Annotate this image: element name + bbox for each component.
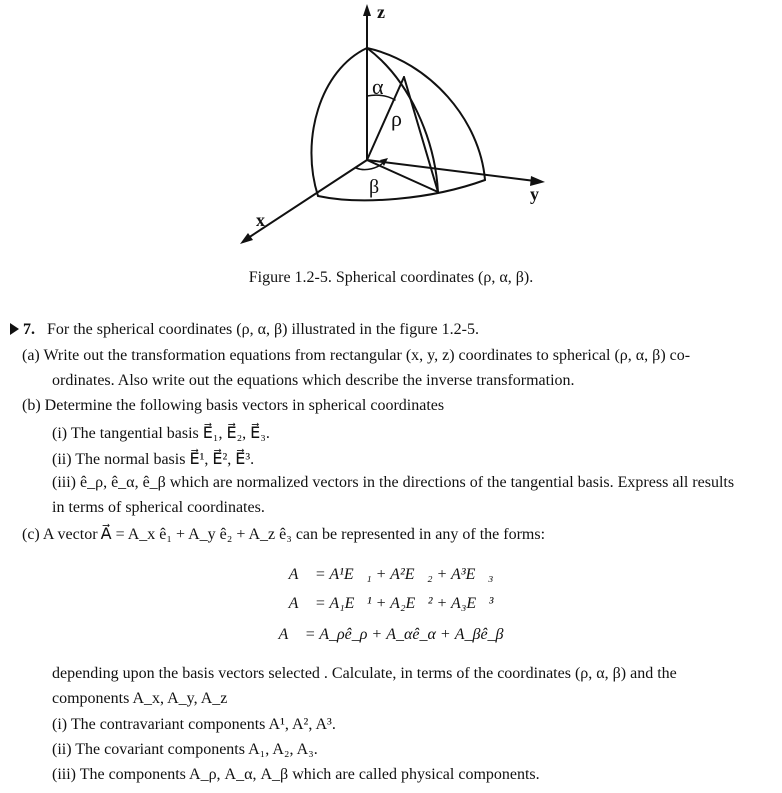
part-a-line-2: ordinates. Also write out the equations which describe the inverse transformation.	[52, 372, 575, 389]
beta-label: β	[369, 176, 380, 198]
problem-number: 7.	[23, 321, 35, 338]
rho-label: ρ	[391, 106, 402, 131]
part-b-iii-line-1: (iii) ê_ρ, ê_α, ê_β which are normalized vectors in the directions of the tangential basis. Express all results	[52, 474, 735, 491]
meridian-drop	[404, 77, 438, 192]
z-axis-arrowhead	[363, 4, 371, 16]
figure-caption: Figure 1.2-5. Spherical coordinates (ρ, α, β).	[248, 269, 534, 286]
sphere-arc-xz	[311, 48, 367, 196]
triangle-marker-icon	[10, 323, 19, 335]
x-axis-arrowhead	[240, 233, 253, 244]
depending-line-2: components A_x, A_y, A_z	[52, 690, 228, 707]
spherical-coordinates-figure	[0, 0, 782, 300]
sphere-arc-meridian	[367, 48, 438, 192]
part-c-ii: (ii) The covariant components A₁, A₂, A₃.	[52, 741, 318, 758]
part-b-iii-line-2: in terms of spherical coordinates.	[52, 499, 265, 516]
equation-covariant: A⃗ = A₁E⃗¹ + A₂E⃗² + A₃E⃗³	[288, 595, 494, 612]
y-axis-label: y	[530, 184, 539, 204]
part-c-i: (i) The contravariant components A¹, A², A³.	[52, 716, 336, 733]
equation-contravariant: A⃗ = A¹E⃗₁ + A²E⃗₂ + A³E⃗₃	[288, 566, 494, 583]
depending-line-1: depending upon the basis vectors selected . Calculate, in terms of the coordinates (ρ, α, β) and the	[52, 665, 677, 682]
equation-physical: A⃗ = A_ρê_ρ + A_αê_α + A_βê_β	[278, 626, 504, 643]
x-axis-label: x	[256, 210, 265, 230]
part-b-i: (i) The tangential basis E⃗₁, E⃗₂, E⃗₃.	[52, 425, 270, 442]
problem-header	[10, 321, 479, 339]
sphere-arc-equator	[318, 180, 485, 200]
part-c-line: (c) A vector A⃗ = A_x ê₁ + A_y ê₂ + A_z ê₃ can be represented in any of the forms:	[22, 526, 546, 543]
part-b-line: (b) Determine the following basis vectors in spherical coordinates	[22, 397, 445, 414]
part-c-iii: (iii) The components A_ρ, A_α, A_β which are called physical components.	[52, 766, 540, 783]
part-a-line-1: (a) Write out the transformation equations from rectangular (x, y, z) coordinates to spherical (ρ, α, β) co-	[22, 347, 691, 364]
problem-intro: For the spherical coordinates (ρ, α, β) illustrated in the figure 1.2-5.	[47, 321, 479, 338]
alpha-label: α	[372, 74, 384, 99]
z-axis-label: z	[377, 2, 385, 22]
part-b-ii: (ii) The normal basis E⃗¹, E⃗², E⃗³.	[52, 451, 255, 468]
beta-arc	[356, 162, 384, 170]
